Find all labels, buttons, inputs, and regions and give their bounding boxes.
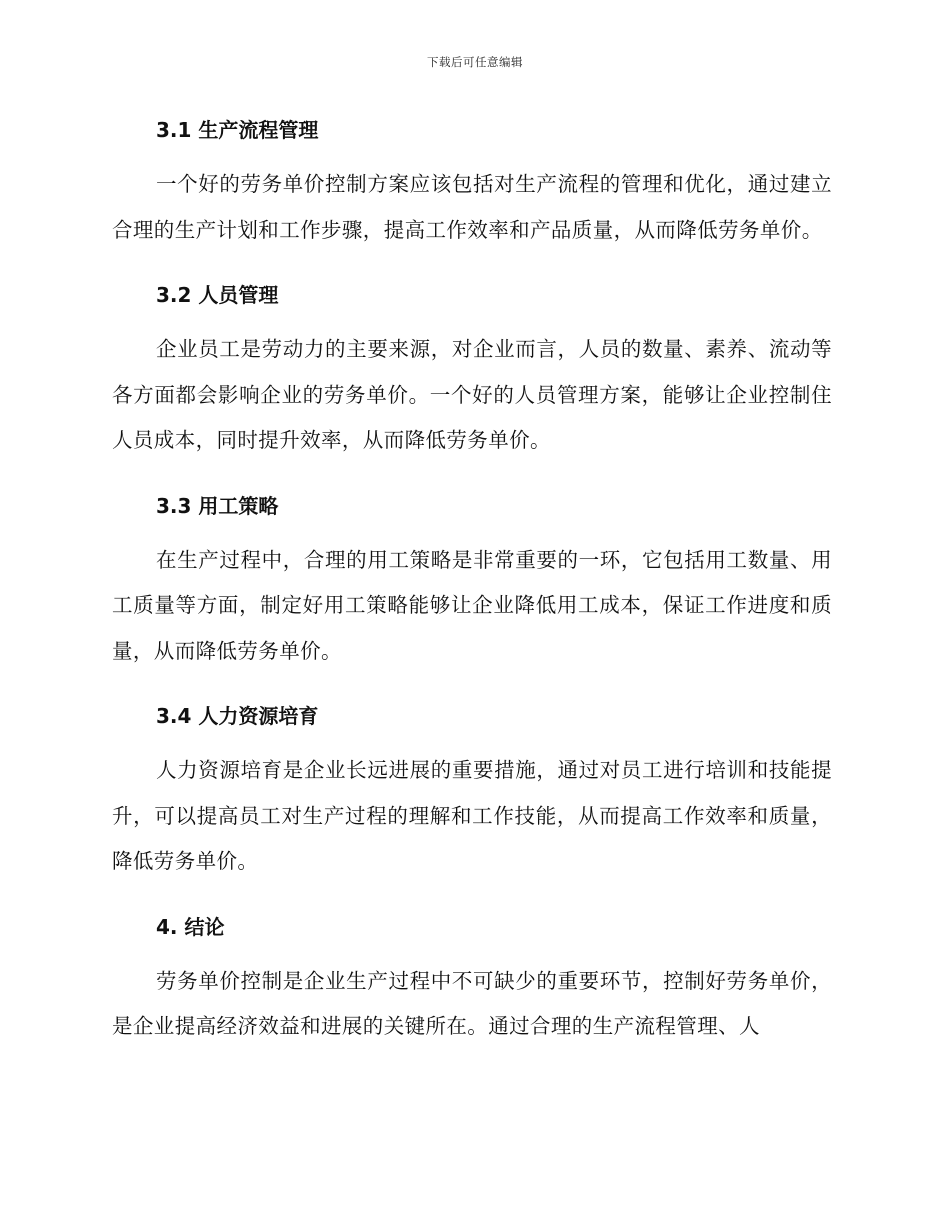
page-header: 下载后可任意编辑	[427, 55, 523, 69]
document-body	[112, 112, 832, 1074]
section-heading: 4. 结论	[156, 914, 225, 939]
section-3-3	[112, 488, 832, 675]
section-paragraph: 一个好的劳务单价控制方案应该包括对生产流程的管理和优化，通过建立合理的生产计划和工作步骤，提高工作效率和产品质量，从而降低劳务单价。	[112, 172, 832, 242]
section-heading: 3.3 用工策略	[156, 493, 279, 518]
section-heading: 3.1 生产流程管理	[156, 118, 319, 142]
section-4	[112, 909, 832, 1050]
section-paragraph: 劳务单价控制是企业生产过程中不可缺少的重要环节，控制好劳务单价，是企业提高经济效益和进展的关键所在。通过合理的生产流程管理、人	[112, 968, 832, 1038]
section-paragraph: 人力资源培育是企业长远进展的重要措施，通过对员工进行培训和技能提升，可以提高员工对生产过程的理解和工作技能，从而提高工作效率和质量，降低劳务单价。	[112, 758, 832, 873]
section-3-1	[112, 112, 832, 253]
section-heading: 3.4 人力资源培育	[156, 704, 319, 728]
section-3-4	[112, 698, 832, 885]
section-paragraph: 在生产过程中，合理的用工策略是非常重要的一环，它包括用工数量、用工质量等方面，制定好用工策略能够让企业降低用工成本，保证工作进度和质量，从而降低劳务单价。	[112, 547, 832, 663]
section-paragraph: 企业员工是劳动力的主要来源，对企业而言，人员的数量、素养、流动等各方面都会影响企业的劳务单价。一个好的人员管理方案，能够让企业控制住人员成本，同时提升效率，从而降低劳务单价。	[112, 337, 832, 452]
section-3-2	[112, 277, 832, 464]
section-heading: 3.2 人员管理	[156, 283, 279, 307]
